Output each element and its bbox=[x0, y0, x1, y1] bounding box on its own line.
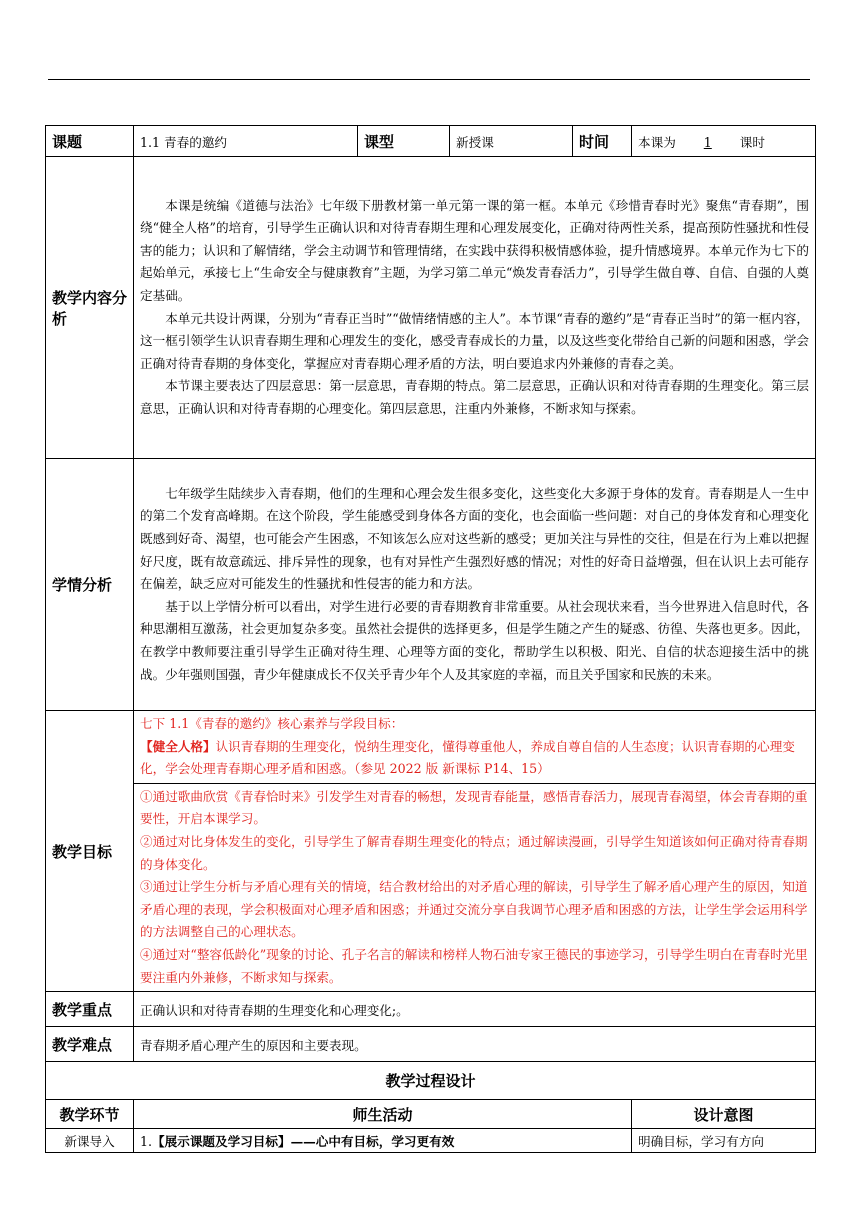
process-title: 教学过程设计 bbox=[46, 1062, 816, 1100]
core-bold: 【健全人格】 bbox=[140, 738, 216, 754]
time-prefix: 本课为 bbox=[638, 134, 676, 150]
difficulty-row bbox=[46, 1027, 816, 1062]
difficulty-text: 青春期矛盾心理产生的原因和主要表现。 bbox=[134, 1027, 816, 1062]
core-title: 七下 1.1《青春的邀约》核心素养与学段目标： bbox=[140, 716, 404, 731]
stage-cell: 新课导入 bbox=[46, 1129, 134, 1153]
col-activity-header: 师生活动 bbox=[134, 1100, 632, 1129]
content-paragraph: 本单元共设计两课，分别为“青春正当时”“做情绪情感的主人”。本节课“青春的邀约”是“青春正当时”的第一框内容，这一框引领学生认识青春期生理和心理发生的变化，感受青春成长的力量，以及这些变化带给自己新的问题和困惑，学会正确对待青春期的身体变化，掌握应对青春期心理矛盾的方法，明白要追求内外兼修的青春之美。 bbox=[140, 310, 809, 371]
student-analysis-text bbox=[134, 459, 816, 711]
process-header-row bbox=[46, 1100, 816, 1129]
content-paragraph: 本节课主要表达了四层意思：第一层意思，青春期的特点。第二层意思，正确认识和对待青春期的生理变化。第三层意思，正确认识和对待青春期的心理变化。第四层意思，注重内外兼修，不断求知与探索。 bbox=[140, 378, 809, 416]
core-text bbox=[140, 736, 809, 781]
student-paragraph: 七年级学生陆续步入青春期，他们的生理和心理会发生很多变化，这些变化大多源于身体的发育。青春期是人一生中的第二个发育高峰期。在这个阶段，学生能感受到身体各方面的变化，也会面临一些问题：对自己的身体发育和心理变化既感到好奇、渴望，也可能会产生困惑，不知该怎么应对这些新的感受；更加关注与异性的交往，但是在行为上难以把握好尺度，既有故意疏远、排斥异性的现象，也有对异性产生强烈好感的情况；对性的好奇日益增强，但在认识上去可能存在偏差，缺乏应对可能发生的性骚扰和性侵害的能力和方法。 bbox=[140, 485, 809, 592]
goal-item: ①通过歌曲欣赏《青春恰时来》引发学生对青春的畅想，发现青春能量，感悟青春活力，展现青春渴望，体会青春期的重要性，开启本课学习。 bbox=[140, 788, 808, 827]
content-paragraph: 本课是统编《道德与法治》七年级下册教材第一单元第一课的第一框。本单元《珍惜青春时光》聚焦“青春期”，围绕“健全人格”的培育，引导学生正确认识和对待青春期生理和心理发展变化，正确对待两性关系，提高预防性骚扰和性侵害的能力；认识和了解情绪，学会主动调节和管理情绪，在实践中获得积极情感体验，提升情感境界。本单元作为七下的起始单元，承接七上“生命安全与健康教育”主题，为学习第二单元“焕发青春活力”，引导学生做自尊、自信、自强的人奠定基础。 bbox=[140, 197, 809, 303]
key-point-row bbox=[46, 992, 816, 1027]
type-label: 课型 bbox=[358, 126, 450, 157]
difficulty-label: 教学难点 bbox=[46, 1027, 134, 1062]
key-point-label: 教学重点 bbox=[46, 992, 134, 1027]
process-row bbox=[46, 1129, 816, 1153]
goals-core-row bbox=[46, 711, 816, 784]
goal-item: ③通过让学生分析与矛盾心理有关的情境，结合教材给出的对矛盾心理的解读，引导学生了解矛盾心理产生的原因，知道矛盾心理的表现，学会积极面对心理矛盾和困惑；并通过交流分享自我调节心理矛盾和困惑的方法，让学生学会运用科学的方法调整自己的心理状态。 bbox=[140, 879, 808, 940]
col-intent-header: 设计意图 bbox=[632, 1100, 816, 1129]
content-analysis-text bbox=[134, 157, 816, 459]
student-paragraph: 基于以上学情分析可以看出，对学生进行必要的青春期教育非常重要。从社会现状来看，当今世界进入信息时代，各种思潮相互激荡，社会更加复杂多变。虽然社会提供的选择更多，但是学生随之产生的疑惑、彷徨、失落也更多。因此，在教学中教师要注重引导学生正确对待生理、心理等方面的变化，帮助学生以积极、阳光、自信的状态迎接生活中的挑战。少年强则国强，青少年健康成长不仅关乎青少年个人及其家庭的幸福，而且关乎国家和民族的未来。 bbox=[140, 598, 809, 682]
time-value: 1 bbox=[703, 134, 712, 150]
col-stage-header: 教学环节 bbox=[46, 1100, 134, 1129]
goals-items-cell bbox=[134, 783, 816, 991]
student-analysis-label: 学情分析 bbox=[46, 459, 134, 711]
header-rule bbox=[48, 79, 810, 80]
type-value: 新授课 bbox=[450, 126, 573, 157]
goals-items-row bbox=[46, 783, 816, 991]
content-analysis-label: 教学内容分析 bbox=[46, 157, 134, 459]
core-body: 认识青春期的生理变化，悦纳生理变化，懂得尊重他人，养成自尊自信的人生态度；认识青春期的心理变化，学会处理青春期心理矛盾和困惑。（参见 2022 版 新课标 P14、15） bbox=[140, 738, 795, 777]
activity-title: 【展示课题及学习目标】——心中有目标，学习更有效 bbox=[152, 1134, 455, 1150]
time-suffix: 课时 bbox=[739, 134, 765, 150]
goal-item: ②通过对比身体发生的变化，引导学生了解青春期生理变化的特点；通过解读漫画，引导学生知道该如何正确对待青春期的身体变化。 bbox=[140, 833, 808, 872]
goals-label: 教学目标 bbox=[46, 711, 134, 992]
lesson-title: 1.1 青春的邀约 bbox=[134, 126, 358, 157]
key-point-text: 正确认识和对待青春期的生理变化和心理变化;。 bbox=[134, 992, 816, 1027]
activity-number: 1. bbox=[140, 1134, 153, 1150]
activity-cell bbox=[134, 1129, 632, 1153]
goal-item: ④通过对“整容低龄化”现象的讨论、孔子名言的解读和榜样人物石油专家王德民的事迹学习，引导学生明白在青春时光里要注重内外兼修，不断求知与探索。 bbox=[140, 946, 808, 985]
time-value-cell bbox=[632, 126, 816, 157]
lesson-plan-table bbox=[45, 125, 816, 1153]
process-title-row bbox=[46, 1062, 816, 1100]
time-label: 时间 bbox=[573, 126, 632, 157]
goals-core-cell bbox=[134, 711, 816, 784]
student-analysis-row bbox=[46, 459, 816, 711]
content-analysis-row bbox=[46, 157, 816, 459]
header-row bbox=[46, 126, 816, 157]
intent-cell: 明确目标，学习有方向 bbox=[632, 1129, 816, 1153]
lesson-label: 课题 bbox=[46, 126, 134, 157]
